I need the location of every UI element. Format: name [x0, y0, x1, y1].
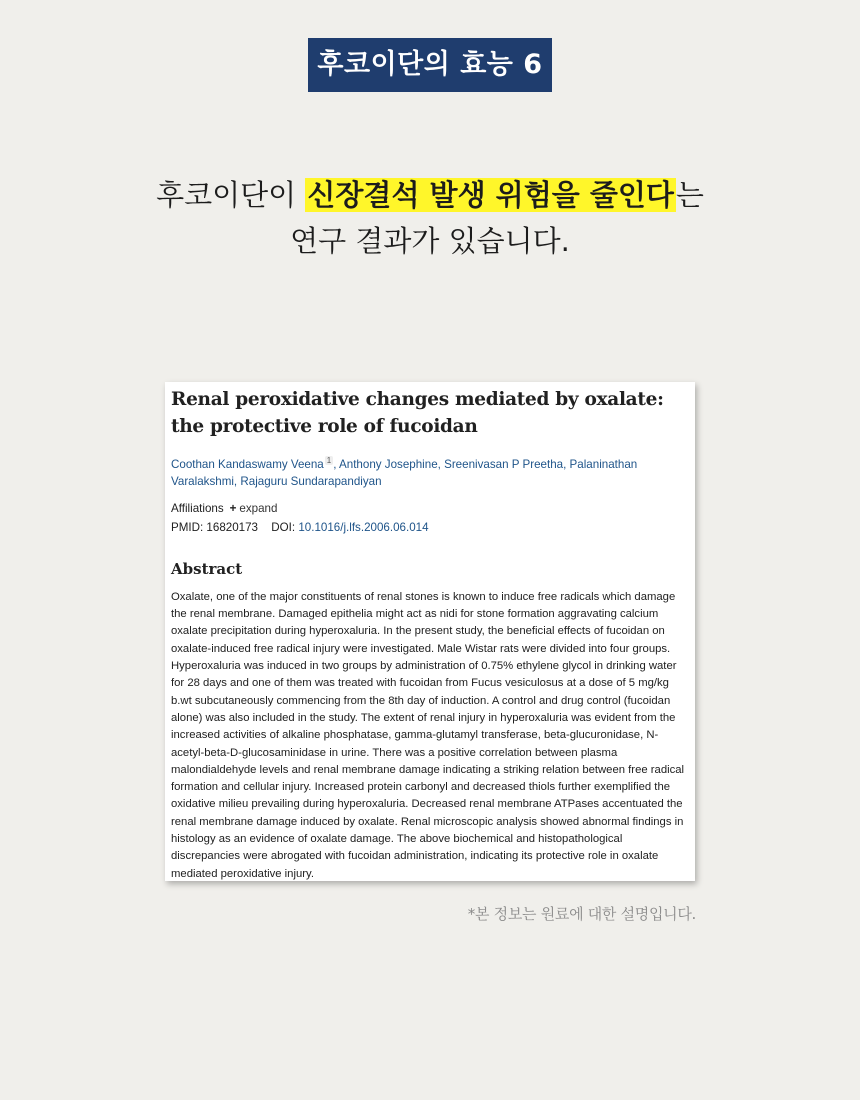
page-title-badge: 후코이단의 효능 6	[308, 38, 552, 92]
paper-screenshot	[165, 382, 695, 881]
headline-line-1	[0, 172, 860, 218]
affiliations-label: Affiliations	[171, 501, 224, 515]
identifiers-row	[171, 518, 688, 538]
abstract-heading: Abstract	[171, 559, 243, 578]
headline	[0, 172, 860, 264]
expand-button[interactable]: expand	[239, 501, 278, 515]
affiliations-row	[171, 500, 688, 518]
affiliation-superscript[interactable]: 1	[326, 456, 332, 465]
paper-title: Renal peroxidative changes mediated by oxalate: the protective role of fucoidan	[171, 389, 664, 437]
doi-label: DOI:	[271, 520, 296, 534]
disclaimer-note: *본 정보는 원료에 대한 설명입니다.	[467, 905, 696, 923]
plus-icon[interactable]: +	[229, 501, 237, 515]
author-link[interactable]: Coothan Kandaswamy Veena	[171, 457, 324, 471]
author-links-rest[interactable]: , Anthony Josephine, Sreenivasan P Preetha, Palaninathan Varalakshmi, Rajaguru Sundarapandiyan	[171, 457, 638, 488]
headline-highlight: 신장결석 발생 위험을 줄인다	[307, 178, 674, 212]
abstract-text: Oxalate, one of the major constituents of renal stones is known to induce free radicals which damage the renal membrane. Damaged epithelia might act as nidi for stone formation aggravating calcium oxalate precipitation during hyperoxaluria. In the present study, the beneficial effects of fucoidan on oxalate-induced free radical injury were investigated. Male Wistar rats were divided into four groups. Hyperoxaluria was induced in two groups by administration of 0.75% ethylene glycol in drinking water for 28 days and one of them was treated with fucoidan from Fucus vesiculosus at a dose of 5 mg/kg b.wt subcutaneously commencing from the 8th day of induction. A control and drug control (fucoidan alone) was also included in the study. The extent of renal injury in hyperoxaluria was evident from the increased activities of alkaline phosphatase, gamma-glutamyl transferase, beta-glucuronidase, N-acetyl-beta-D-glucosaminidase in urine. There was a positive correlation between plasma malondialdehyde levels and renal membrane damage indicating a striking relation between free radical formation and cellular injury. Increased protein carbonyl and decreased thiols further exemplified the oxidative milieu prevailing during hyperoxaluria. Decreased renal membrane ATPases accentuated the renal membrane damage induced by oxalate. Renal microscopic analysis showed abnormal findings in histology as an evidence of oxalate damage. The above biochemical and histopathological discrepancies were abrogated with fucoidan administration, indicating its protective role in oxalate mediated peroxidative injury.	[171, 590, 685, 880]
headline-suffix: 는	[675, 178, 704, 212]
headline-prefix: 후코이단이	[156, 178, 306, 212]
headline-line-2: 연구 결과가 있습니다.	[290, 224, 570, 258]
pmid: PMID: 16820173	[171, 520, 259, 534]
author-list	[171, 452, 688, 490]
doi-link[interactable]: 10.1016/j.lfs.2006.06.014	[298, 520, 429, 534]
